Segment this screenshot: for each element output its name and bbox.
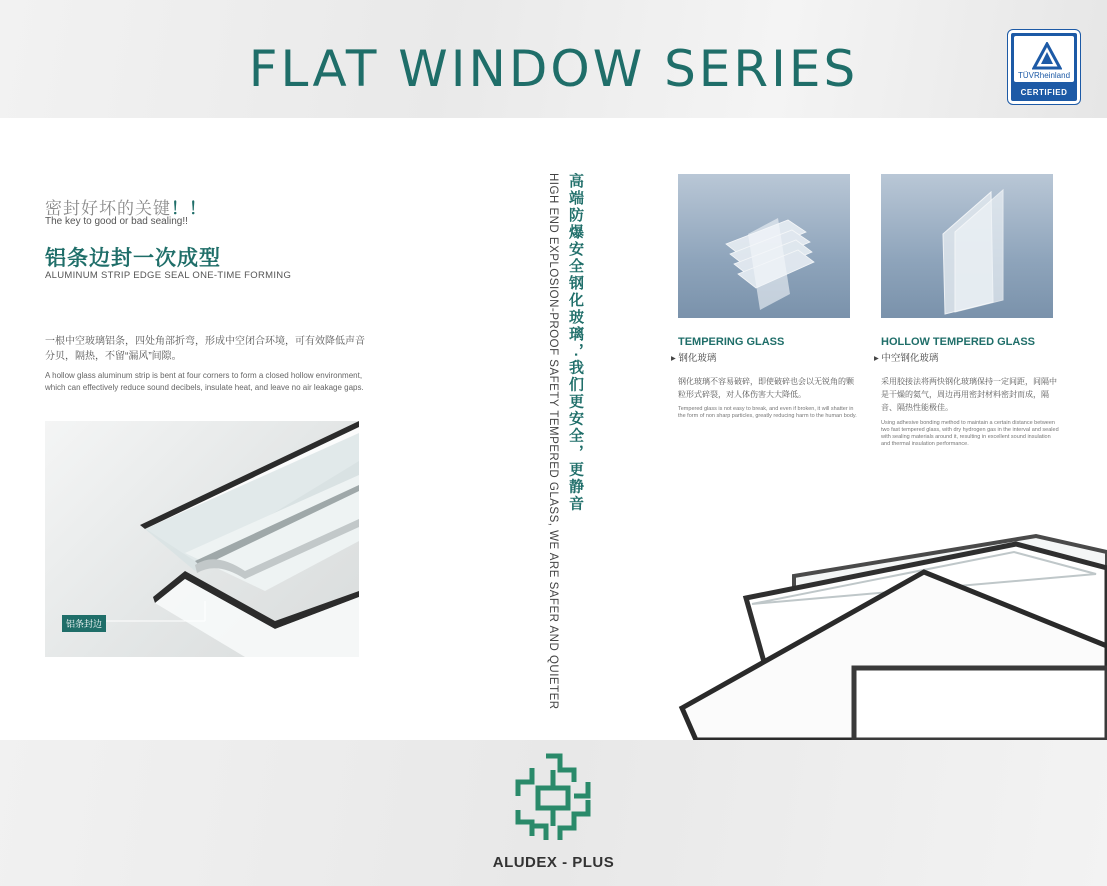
sealing-subtitle-en: The key to good or bad sealing!!: [45, 216, 188, 227]
vertical-slogan-en: HIGH END EXPLOSION-PROOF SAFETY TEMPERED GLASS, WE ARE SAFER AND QUIETER: [547, 173, 559, 710]
brochure-page: [0, 118, 1107, 740]
edge-seal-desc-en: A hollow glass aluminum strip is bent at four corners to form a closed hollow environment, which can effectively reduce sound decibels, insulate heat, and leave no air leakage gaps.: [45, 371, 364, 392]
page-header: [0, 0, 1107, 118]
sealing-heading-marks: ！！: [171, 199, 207, 218]
edge-seal-title-en: ALUMINUM STRIP EDGE SEAL ONE-TIME FORMING: [45, 270, 292, 281]
tuv-certified-badge: [1008, 30, 1080, 104]
hollow-tempered-glass-photo: [881, 174, 1053, 318]
vertical-slogan-zh: 高端防爆安全钢化玻璃，·我们更安全，更静音: [567, 173, 584, 513]
tuv-name: TÜVRheinland: [1017, 71, 1071, 80]
product-desc-zh: 采用胶接法将两快钢化玻璃保持一定间距，间隔中是干燥的氦气，周边再用密封材料密封而成，隔音、隔热性能极佳。: [881, 377, 1057, 412]
product-subtitle: ▸ 中空钢化玻璃: [874, 353, 939, 364]
glass-frames-illustration: [676, 528, 1107, 740]
product-title: HOLLOW TEMPERED GLASS: [881, 336, 1035, 348]
double-pane-illustration: [881, 174, 1053, 318]
tuv-certified-label: CERTIFIED: [1020, 88, 1068, 97]
aludex-logo-icon: [508, 752, 598, 844]
edge-seal-desc-zh: 一根中空玻璃铝条，四处角部折弯，形成中空闭合环境，可有效降低声音分贝，隔热，不留“漏风”间隙。: [45, 336, 365, 362]
page-footer: [0, 740, 1107, 886]
edge-seal-title-zh: 铝条边封一次成型: [45, 247, 221, 270]
product-title: TEMPERING GLASS: [678, 336, 785, 348]
page-title: FLAT WINDOW SERIES: [248, 40, 859, 98]
product-subtitle: ▸ 钢化玻璃: [671, 353, 717, 364]
glass-stack-illustration: [678, 174, 850, 318]
product-desc-zh: 钢化玻璃不容易破碎，即使破碎也会以无锐角的颗粒形式碎裂，对人体伤害大大降低。: [678, 377, 854, 399]
image-tag-label: 铝条封边: [62, 615, 106, 632]
sealing-heading-text: 密封好坏的关键: [45, 199, 171, 218]
tuv-triangle-icon: [1032, 42, 1062, 70]
tempering-glass-photo: [678, 174, 850, 318]
product-desc-en: Using adhesive bonding method to maintain a certain distance between two fast tempered glass, with dry hydrogen gas in the interval and sealed with sealing materials around it, resulting in excellent sound insulation and thermal insulation performance.: [881, 420, 1059, 447]
product-desc-en: Tempered glass is not easy to break, and even if broken, it will shatter in the form of non sharp particles, greatly reducing harm to the human body.: [678, 406, 857, 419]
brand-name: ALUDEX - PLUS: [492, 854, 615, 871]
